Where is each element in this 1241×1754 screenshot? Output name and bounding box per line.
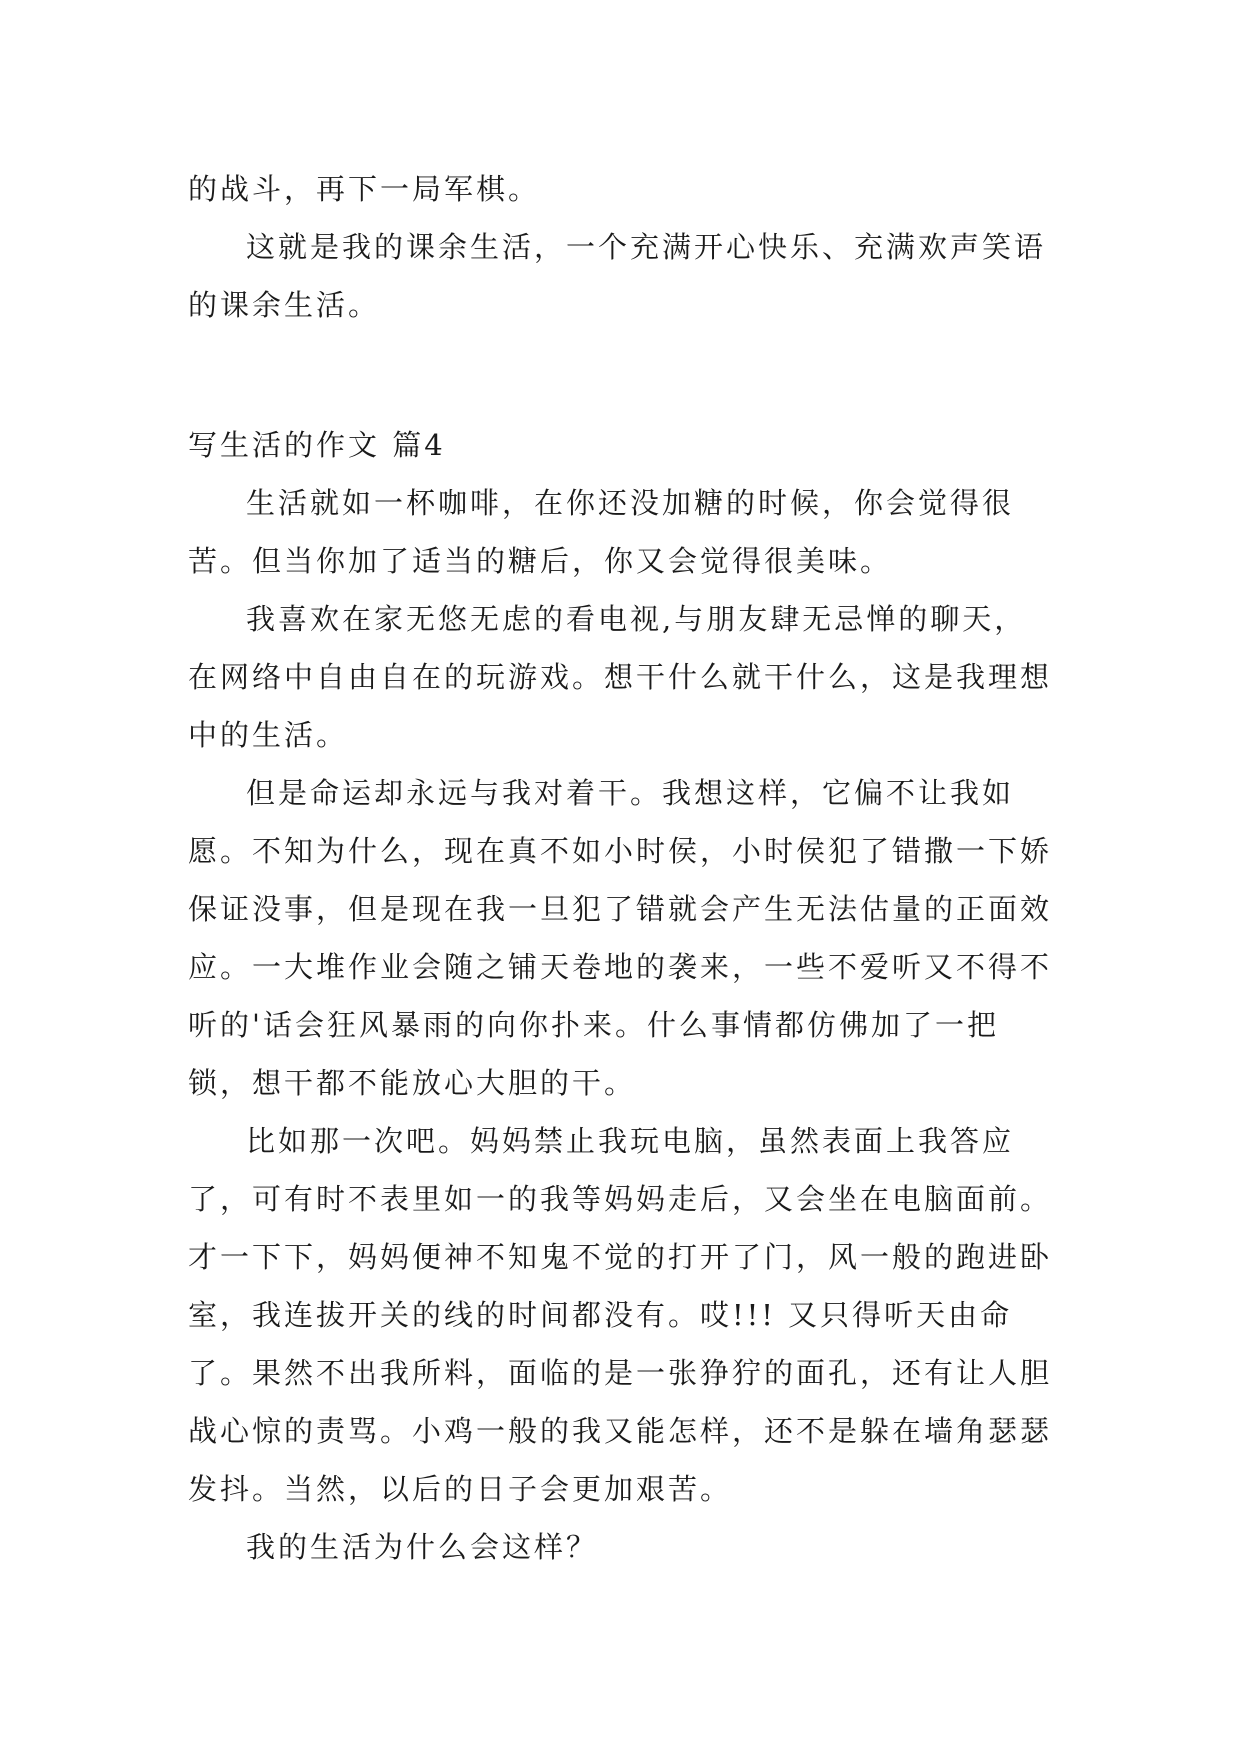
paragraph-ideal-life: 我喜欢在家无悠无虑的看电视,与朋友肆无忌惮的聊天，在网络中自由自在的玩游戏。想干什么就干什么，这是我理想中的生活。 xyxy=(188,602,1053,752)
paragraph-example: 比如那一次吧。妈妈禁止我玩电脑，虽然表面上我答应了，可有时不表里如一的我等妈妈走后，又会坐在电脑面前。才一下下，妈妈便神不知鬼不觉的打开了门，风一般的跑进卧室，我连拔开关的线的时间都没有。哎!!! 又只得听天由命了。果然不出我所料，面临的是一张狰狞的面孔，还有让人胆战心惊的责骂。小鸡一般的我又能怎样，还不是躲在墙角瑟瑟发抖。当然，以后的日子会更加艰苦。 xyxy=(188,1124,1053,1506)
section-heading: 写生活的作文 篇4 xyxy=(188,428,446,462)
paragraph-coffee: 生活就如一杯咖啡，在你还没加糖的时候，你会觉得很苦。但当你加了适当的糖后，你又会觉得很美味。 xyxy=(188,486,1015,578)
paragraph-continuation: 的战斗，再下一局军棋。 xyxy=(188,172,541,206)
paragraph-summary: 这就是我的课余生活，一个充满开心快乐、充满欢声笑语的课余生活。 xyxy=(188,230,1047,322)
paragraph-question: 我的生活为什么会这样？ xyxy=(246,1530,599,1564)
paragraph-fate: 但是命运却永远与我对着干。我想这样，它偏不让我如愿。不知为什么，现在真不如小时侯，小时侯犯了错撒一下娇保证没事，但是现在我一旦犯了错就会产生无法估量的正面效应。一大堆作业会随之铺天卷地的袭来，一些不爱听又不得不听的'话会狂风暴雨的向你扑来。什么事情都仿佛加了一把锁，想干都不能放心大胆的干。 xyxy=(188,776,1053,1100)
document-body xyxy=(188,160,1052,1576)
